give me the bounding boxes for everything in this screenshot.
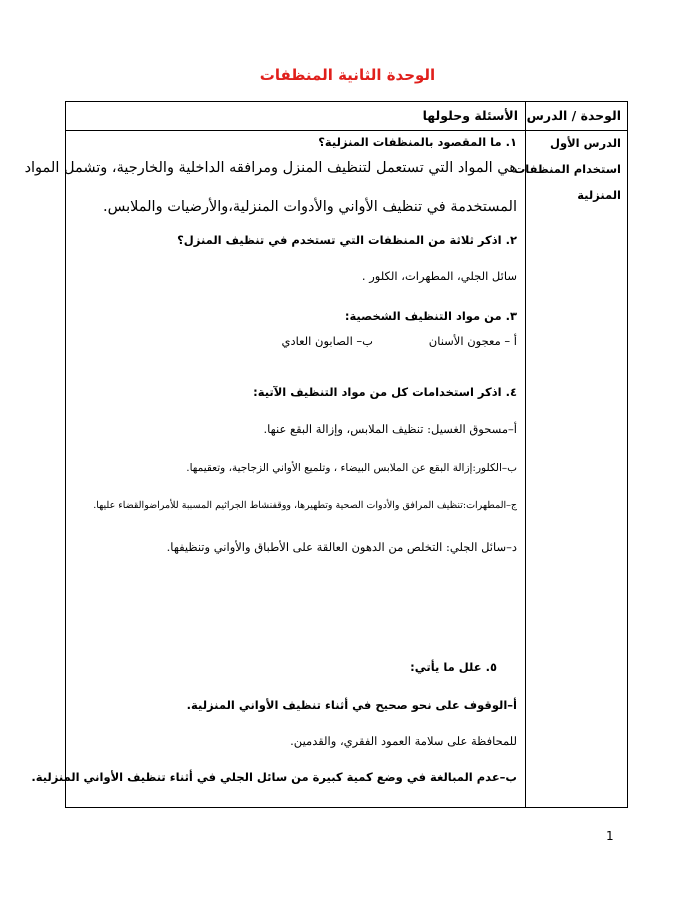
question-1: ١. ما المقصود بالمنظفات المنزلية؟ (318, 135, 517, 149)
question-4: ٤. اذكر استخدامات كل من مواد التنظيف الآتية: (253, 385, 517, 399)
answer-3-a: أ – معجون الأسنان (428, 334, 517, 348)
header-unit-lesson: الوحدة / الدرس (526, 108, 621, 123)
answer-3-b: ب– الصابون العادي (281, 334, 373, 348)
question-5: ٥. علل ما يأتي: (410, 660, 497, 674)
answer-5-a: للمحافظة على سلامة العمود الفقري، والقدمين. (290, 734, 517, 748)
answer-4-d: د–سائل الجلي: التخلص من الدهون العالقة على الأطباق والأواني وتنظيفها. (166, 540, 517, 554)
question-2: ٢. اذكر ثلاثة من المنظفات التي تستخدم في تنظيف المنزل؟ (177, 233, 517, 247)
content-table (24, 101, 628, 808)
lesson-name-line2: المنزلية (577, 188, 621, 202)
answer-4-c: ج–المطهرات:تنظيف المرافق والأدوات الصحية وتطهيرها، ووقفنشاط الجراثيم المسببة للأمراضوالقضاء عليها. (93, 500, 517, 511)
answer-4-a: أ–مسحوق الغسيل: تنظيف الملابس، وإزالة البقع عنها. (263, 422, 517, 436)
answer-2: سائل الجلي، المطهرات، الكلور . (361, 269, 517, 283)
answer-1-line1: هي المواد التي تستعمل لتنظيف المنزل ومرافقه الداخلية والخارجية، وتشمل المواد (24, 160, 517, 176)
table-header-row (66, 102, 627, 131)
lesson-name-line1: استخدام المنظفات (513, 162, 621, 176)
page-title: الوحدة الثانية المنظفات (259, 66, 436, 84)
question-3: ٣. من مواد التنظيف الشخصية: (344, 309, 517, 323)
question-5-a: أ–الوقوف على نحو صحيح في أثناء تنظيف الأواني المنزلية. (186, 698, 517, 712)
answer-1-line2: المستخدمة في تنظيف الأواني والأدوات المنزلية،والأرضيات والملابس. (102, 199, 517, 215)
page-number: 1 (606, 829, 614, 843)
answer-4-b: ب–الكلور:إزالة البقع عن الملابس البيضاء ، وتلميع الأواني الزجاجية، وتعقيمها. (186, 462, 517, 474)
header-questions-answers: الأسئلة وحلولها (422, 108, 518, 123)
lesson-label: الدرس الأول (549, 136, 621, 150)
question-5-b: ب–عدم المبالغة في وضع كمية كبيرة من سائل الجلي في أثناء تنظيف الأواني المنزلية. (31, 770, 517, 784)
column-divider (525, 102, 526, 807)
